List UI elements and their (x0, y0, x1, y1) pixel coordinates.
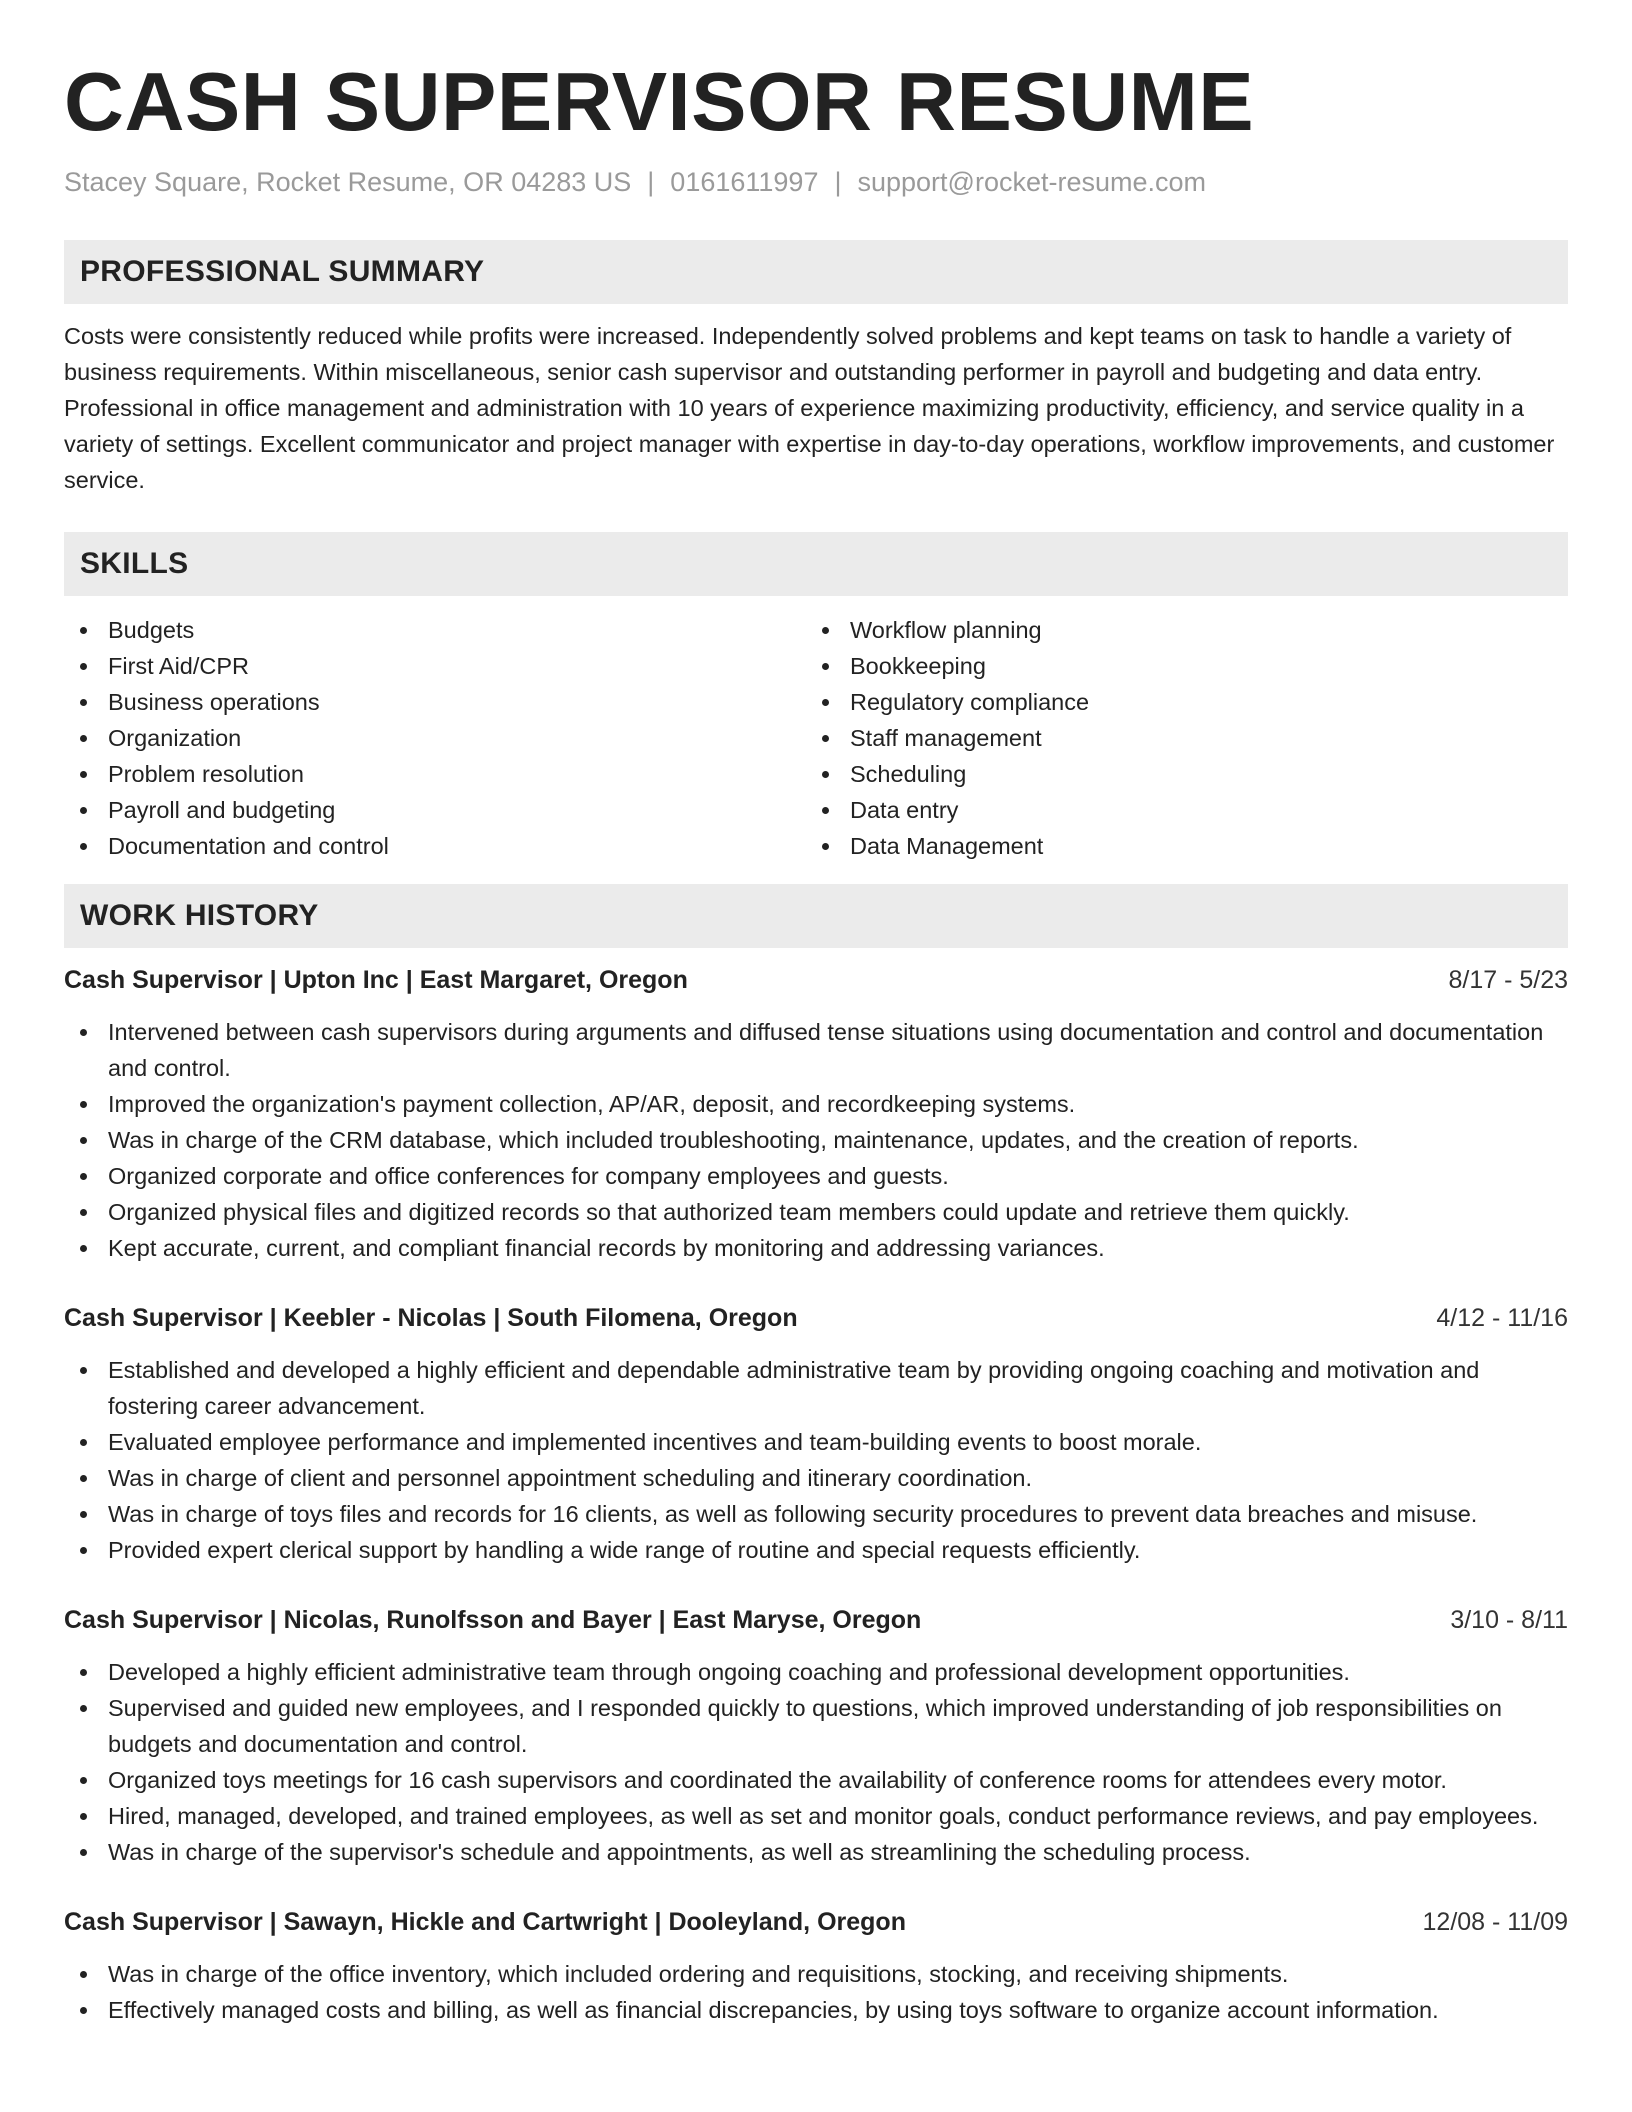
skill-item: Bookkeeping (806, 648, 1548, 684)
job-bullet: Supervised and guided new employees, and I responded quickly to questions, which improved understanding of job responsibilities on budgets and documentation and control. (64, 1690, 1568, 1762)
job-header (64, 1904, 1568, 1940)
job-bullets (64, 1956, 1568, 2028)
job-bullets (64, 1654, 1568, 1870)
job-bullet: Kept accurate, current, and compliant financial records by monitoring and addressing variances. (64, 1230, 1568, 1266)
job-bullet: Organized toys meetings for 16 cash supervisors and coordinated the availability of conference rooms for attendees every motor. (64, 1762, 1568, 1798)
job-dates: 8/17 - 5/23 (1448, 966, 1568, 994)
contact-address: Stacey Square, Rocket Resume, OR 04283 US (64, 167, 632, 197)
skills-column-right (806, 612, 1548, 864)
skill-item: Problem resolution (64, 756, 806, 792)
skill-item: Data Management (806, 828, 1548, 864)
skill-item: Payroll and budgeting (64, 792, 806, 828)
job-dates: 3/10 - 8/11 (1450, 1606, 1568, 1634)
job-dates: 4/12 - 11/16 (1436, 1304, 1568, 1332)
contact-separator: | (834, 167, 842, 197)
job-bullets (64, 1014, 1568, 1266)
job-bullet: Organized corporate and office conferences for company employees and guests. (64, 1158, 1568, 1194)
contact-email: support@rocket-resume.com (857, 167, 1207, 197)
job-bullet: Effectively managed costs and billing, as well as financial discrepancies, by using toys software to organize account information. (64, 1992, 1568, 2028)
skill-item: Budgets (64, 612, 806, 648)
job-bullet: Intervened between cash supervisors during arguments and diffused tense situations using documentation and control and documentation and control. (64, 1014, 1568, 1086)
skill-item: Organization (64, 720, 806, 756)
job-title: Cash Supervisor | Nicolas, Runolfsson and Bayer | East Maryse, Oregon (64, 1606, 922, 1634)
job-bullet: Evaluated employee performance and implemented incentives and team-building events to boost morale. (64, 1424, 1568, 1460)
job-header (64, 1602, 1568, 1638)
job-title: Cash Supervisor | Sawayn, Hickle and Cartwright | Dooleyland, Oregon (64, 1908, 906, 1936)
job-bullet: Was in charge of the CRM database, which included troubleshooting, maintenance, updates, and the creation of reports. (64, 1122, 1568, 1158)
section-heading-skills: SKILLS (64, 532, 1568, 596)
job-entry (64, 1904, 1568, 2028)
skill-item: Scheduling (806, 756, 1548, 792)
contact-phone: 0161611997 (670, 167, 819, 197)
job-bullet: Provided expert clerical support by handling a wide range of routine and special requests efficiently. (64, 1532, 1568, 1568)
skill-item: Documentation and control (64, 828, 806, 864)
skill-item: Workflow planning (806, 612, 1548, 648)
job-header (64, 1300, 1568, 1336)
contact-line (64, 164, 1568, 200)
job-bullet: Established and developed a highly efficient and dependable administrative team by providing ongoing coaching and motivation and fostering career advancement. (64, 1352, 1568, 1424)
job-title: Cash Supervisor | Keebler - Nicolas | South Filomena, Oregon (64, 1304, 798, 1332)
job-entry (64, 962, 1568, 1266)
job-bullets (64, 1352, 1568, 1568)
job-bullet: Was in charge of client and personnel appointment scheduling and itinerary coordination. (64, 1460, 1568, 1496)
skill-item: Data entry (806, 792, 1548, 828)
skill-item: Regulatory compliance (806, 684, 1548, 720)
skill-item: Business operations (64, 684, 806, 720)
skill-item: Staff management (806, 720, 1548, 756)
job-bullet: Was in charge of the supervisor's schedule and appointments, as well as streamlining the scheduling process. (64, 1834, 1568, 1870)
skills-column-left (64, 612, 806, 864)
section-heading-work-history: WORK HISTORY (64, 884, 1568, 948)
job-bullet: Was in charge of toys files and records for 16 clients, as well as following security procedures to prevent data breaches and misuse. (64, 1496, 1568, 1532)
job-entry (64, 1602, 1568, 1870)
job-bullet: Was in charge of the office inventory, which included ordering and requisitions, stocking, and receiving shipments. (64, 1956, 1568, 1992)
job-bullet: Developed a highly efficient administrative team through ongoing coaching and professional development opportunities. (64, 1654, 1568, 1690)
section-heading-summary: PROFESSIONAL SUMMARY (64, 240, 1568, 304)
skill-item: First Aid/CPR (64, 648, 806, 684)
page-title: CASH SUPERVISOR RESUME (64, 55, 1255, 148)
job-header (64, 962, 1568, 998)
job-bullet: Hired, managed, developed, and trained employees, as well as set and monitor goals, conduct performance reviews, and pay employees. (64, 1798, 1568, 1834)
summary-text: Costs were consistently reduced while profits were increased. Independently solved problems and kept teams on task to handle a variety of business requirements. Within miscellaneous, senior cash supervisor and outstanding performer in payroll and budgeting and data entry. Professional in office management and administration with 10 years of experience maximizing productivity, efficiency, and service quality in a variety of settings. Excellent communicator and project manager with expertise in day-to-day operations, workflow improvements, and customer service. (64, 323, 1555, 493)
job-dates: 12/08 - 11/09 (1422, 1908, 1568, 1936)
job-entry (64, 1300, 1568, 1568)
skills-list (64, 612, 1568, 864)
job-title: Cash Supervisor | Upton Inc | East Margaret, Oregon (64, 966, 688, 994)
contact-separator: | (647, 167, 655, 197)
job-bullet: Organized physical files and digitized records so that authorized team members could update and retrieve them quickly. (64, 1194, 1568, 1230)
job-bullet: Improved the organization's payment collection, AP/AR, deposit, and recordkeeping systems. (64, 1086, 1568, 1122)
